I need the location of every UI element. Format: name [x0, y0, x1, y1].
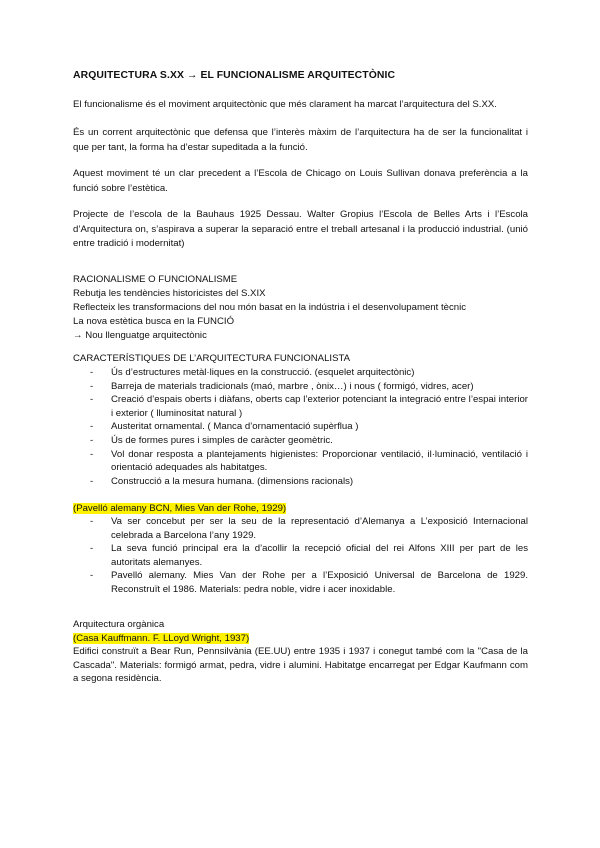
bullet-dash: -	[90, 367, 94, 378]
racionalisme-heading: RACIONALISME O FUNCIONALISME	[73, 274, 238, 285]
pavello-list	[73, 515, 528, 597]
bullet-dash: -	[90, 380, 94, 392]
highlighted-text: (Casa Kauffmann. F. LLoyd Wright, 1937)	[73, 633, 250, 644]
caracteristiques-list	[73, 366, 528, 488]
organica-text: Edifici construït a Bear Run, Pennsilvània (EE.UU) entre 1935 i 1937 i conegut també com la "Casa de la Cascada". Materials: formigó armat, pedra, vidre i alumini. Habitatge encarregat per Edgar Kaufmann com a segona residència.	[73, 646, 528, 685]
list-item: - Ús de formes pures i simples de caràcter geomètric.	[90, 434, 333, 446]
bullet-dash: -	[90, 543, 94, 555]
organica-subheading	[73, 632, 249, 646]
racionalisme-line: Reflecteix les transformacions del nou món basat en la indústria i el desenvolupament tècnic	[73, 302, 467, 313]
bullet-dash: -	[90, 434, 94, 446]
list-item: - Creació d’espais oberts i diàfans, oberts cap l’exterior potenciant la integració entre l’espai interior i exterior ( lluminositat natural )	[90, 394, 528, 419]
bullet-dash: -	[90, 475, 94, 487]
racionalisme-line: → Nou llenguatge arquitectònic	[73, 330, 207, 341]
pavello-heading	[73, 502, 286, 516]
paragraph-bauhaus: Projecte de l’escola de la Bauhaus 1925 Dessau. Walter Gropius l’Escola de Belles Arts i l’Escola d’Arquitectura on, s’aspirava a superar la separació entre el treball artesanal i la producció industrial. (unió entre tradició i modernitat)	[73, 209, 528, 250]
bullet-dash: -	[90, 516, 94, 527]
racionalisme-line: La nova estètica busca en la FUNCIÓ	[73, 316, 235, 327]
list-item: - Austeritat ornamental. ( Manca d’ornamentació supèrflua )	[90, 421, 359, 433]
bullet-dash: -	[90, 570, 94, 582]
highlighted-text: (Pavelló alemany BCN, Mies Van der Rohe, 1929)	[73, 503, 287, 514]
bullet-dash: -	[90, 448, 94, 460]
paragraph-intro: El funcionalisme és el moviment arquitectònic que més clarament ha marcat l’arquitectura del S.XX.	[73, 99, 497, 110]
paragraph-definition: És un corrent arquitectònic que defensa que l’interès màxim de l’arquitectura ha de ser la funcionalitat i que per tant, la forma ha d’estar supeditada a la funció.	[73, 127, 528, 153]
bullet-dash: -	[90, 394, 94, 406]
paragraph-precedent: Aquest moviment té un clar precedent a l’Escola de Chicago on Louis Sullivan donava preferència a la funció sobre l’estètica.	[73, 168, 528, 194]
bullet-dash: -	[90, 421, 94, 433]
document-title: ARQUITECTURA S.XX → EL FUNCIONALISME ARQUITECTÒNIC	[73, 70, 396, 81]
list-item: - Construcció a la mesura humana. (dimensions racionals)	[90, 475, 354, 487]
list-item: - Pavelló alemany. Mies Van der Rohe per a l’Exposició Universal de Barcelona de 1929. Reconstruït el 1986. Materials: pedra noble, vidre i acer inoxidable.	[90, 570, 528, 595]
list-item: - Vol donar resposta a plantejaments higienistes: Proporcionar ventilació, il·luminació, ventilació i orientació adequades als habitatges.	[90, 448, 528, 474]
organica-heading: Arquitectura orgànica	[73, 619, 165, 630]
list-item: - La seva funció principal era la d’acollir la recepció oficial del rei Alfons XIII per part de les autoritats alemanyes.	[90, 543, 528, 568]
list-item: - Barreja de materials tradicionals (maó, marbre , ònix…) i nous ( formigó, vidres, acer)	[90, 380, 474, 392]
racionalisme-line: Rebutja les tendències historicistes del S.XIX	[73, 288, 266, 299]
list-item: - Va ser concebut per ser la seu de la representació d’Alemanya a L’exposició Internacional celebrada a Barcelona l’any 1929.	[90, 516, 528, 541]
caracteristiques-heading: CARACTERÍSTIQUES DE L’ARQUITECTURA FUNCIONALISTA	[73, 353, 351, 364]
list-item: - Ús d’estructures metàl·liques en la construcció. (esquelet arquitectònic)	[90, 367, 415, 378]
